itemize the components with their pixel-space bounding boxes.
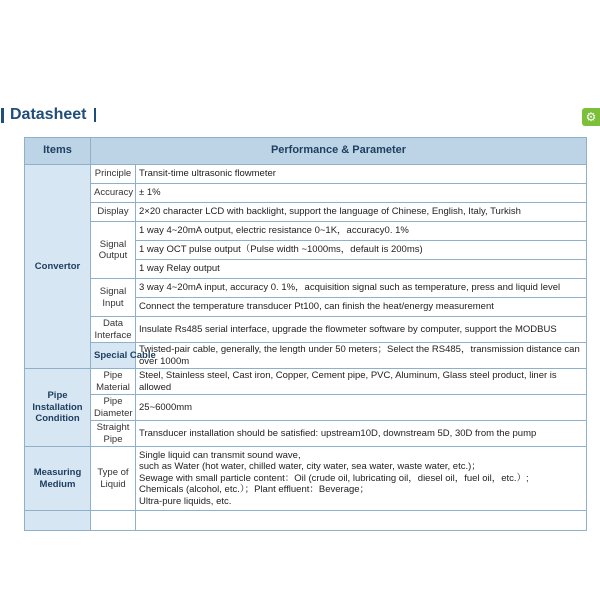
- heading-left-bar: [1, 108, 4, 123]
- value-special-cable: Twisted-pair cable, generally, the length under 50 meters；Select the RS485，transmission distance can over 1000m: [136, 343, 587, 369]
- label-signal-input: Signal Input: [91, 279, 136, 317]
- value-signal-output-2: 1 way OCT pulse output（Pulse width ~1000ms，default is 200ms): [136, 241, 587, 260]
- label-display: Display: [91, 203, 136, 222]
- label-principle: Principle: [91, 165, 136, 184]
- label-straight-pipe: Straight Pipe: [91, 421, 136, 447]
- liquid-line: Sewage with small particle content：Oil (crude oil, lubricating oil，diesel oil，fuel oil，etc.）;: [139, 472, 529, 484]
- label-type-of-liquid: Type of Liquid: [91, 447, 136, 511]
- table-row: [25, 369, 587, 395]
- category-convertor: Convertor: [25, 165, 91, 369]
- section-heading: [0, 104, 96, 126]
- label-continued: [91, 511, 136, 531]
- table-row: [25, 511, 587, 531]
- liquid-line: such as Water (hot water, chilled water, city water, sea water, waste water, etc.)；: [139, 461, 481, 473]
- datasheet-table-wrapper: [24, 137, 588, 507]
- liquid-line: Chemicals (alcohol, etc.）；Plant effluent：Beverage；: [139, 484, 370, 496]
- table-row: [25, 317, 587, 343]
- datasheet-table: [24, 137, 587, 531]
- category-special-cable: Special Cable: [91, 343, 136, 369]
- value-signal-input-2: Connect the temperature transducer Pt100, can finish the heat/energy measurement: [136, 298, 587, 317]
- value-straight-pipe: Transducer installation should be satisfied: upstream10D, downstream 5D, 30D from the pump: [136, 421, 587, 447]
- table-row: [25, 279, 587, 298]
- value-type-of-liquid: [136, 447, 587, 511]
- header-items: Items: [25, 138, 91, 165]
- value-display: 2×20 character LCD with backlight, support the language of Chinese, English, Italy, Turkish: [136, 203, 587, 222]
- category-continued: [25, 511, 91, 531]
- table-row: [25, 184, 587, 203]
- heading-right-bar: [94, 108, 96, 122]
- gear-icon[interactable]: ⚙: [582, 108, 600, 126]
- liquid-line: Single liquid can transmit sound wave,: [139, 449, 301, 461]
- value-signal-output-1: 1 way 4~20mA output, electric resistance 0~1K，accuracy0. 1%: [136, 222, 587, 241]
- value-data-interface: Insulate Rs485 serial interface, upgrade the flowmeter software by computer, support the MODBUS: [136, 317, 587, 343]
- value-continued: [136, 511, 587, 531]
- table-row: [25, 203, 587, 222]
- label-signal-output: Signal Output: [91, 222, 136, 279]
- heading-title: Datasheet: [10, 106, 87, 123]
- header-performance: Performance & Parameter: [91, 138, 587, 165]
- table-row: [25, 343, 587, 369]
- category-measuring-medium: Measuring Medium: [25, 447, 91, 511]
- label-pipe-material: Pipe Material: [91, 369, 136, 395]
- label-data-interface: Data Interface: [91, 317, 136, 343]
- table-row: [25, 165, 587, 184]
- value-signal-output-3: 1 way Relay output: [136, 260, 587, 279]
- table-row: [25, 222, 587, 241]
- value-pipe-diameter: 25~6000mm: [136, 395, 587, 421]
- value-pipe-material: Steel, Stainless steel, Cast iron, Copper, Cement pipe, PVC, Aluminum, Glass steel product, liner is allowed: [136, 369, 587, 395]
- table-row: [25, 447, 587, 511]
- category-pipe-installation: Pipe Installation Condition: [25, 369, 91, 447]
- value-accuracy: ± 1%: [136, 184, 587, 203]
- value-signal-input-1: 3 way 4~20mA input, accuracy 0. 1%，acquisition signal such as temperature, press and liquid level: [136, 279, 587, 298]
- label-pipe-diameter: Pipe Diameter: [91, 395, 136, 421]
- label-accuracy: Accuracy: [91, 184, 136, 203]
- liquid-line: Ultra-pure liquids, etc.: [139, 495, 232, 507]
- value-principle: Transit-time ultrasonic flowmeter: [136, 165, 587, 184]
- table-header-row: [25, 138, 587, 165]
- table-row: [25, 395, 587, 421]
- table-row: [25, 421, 587, 447]
